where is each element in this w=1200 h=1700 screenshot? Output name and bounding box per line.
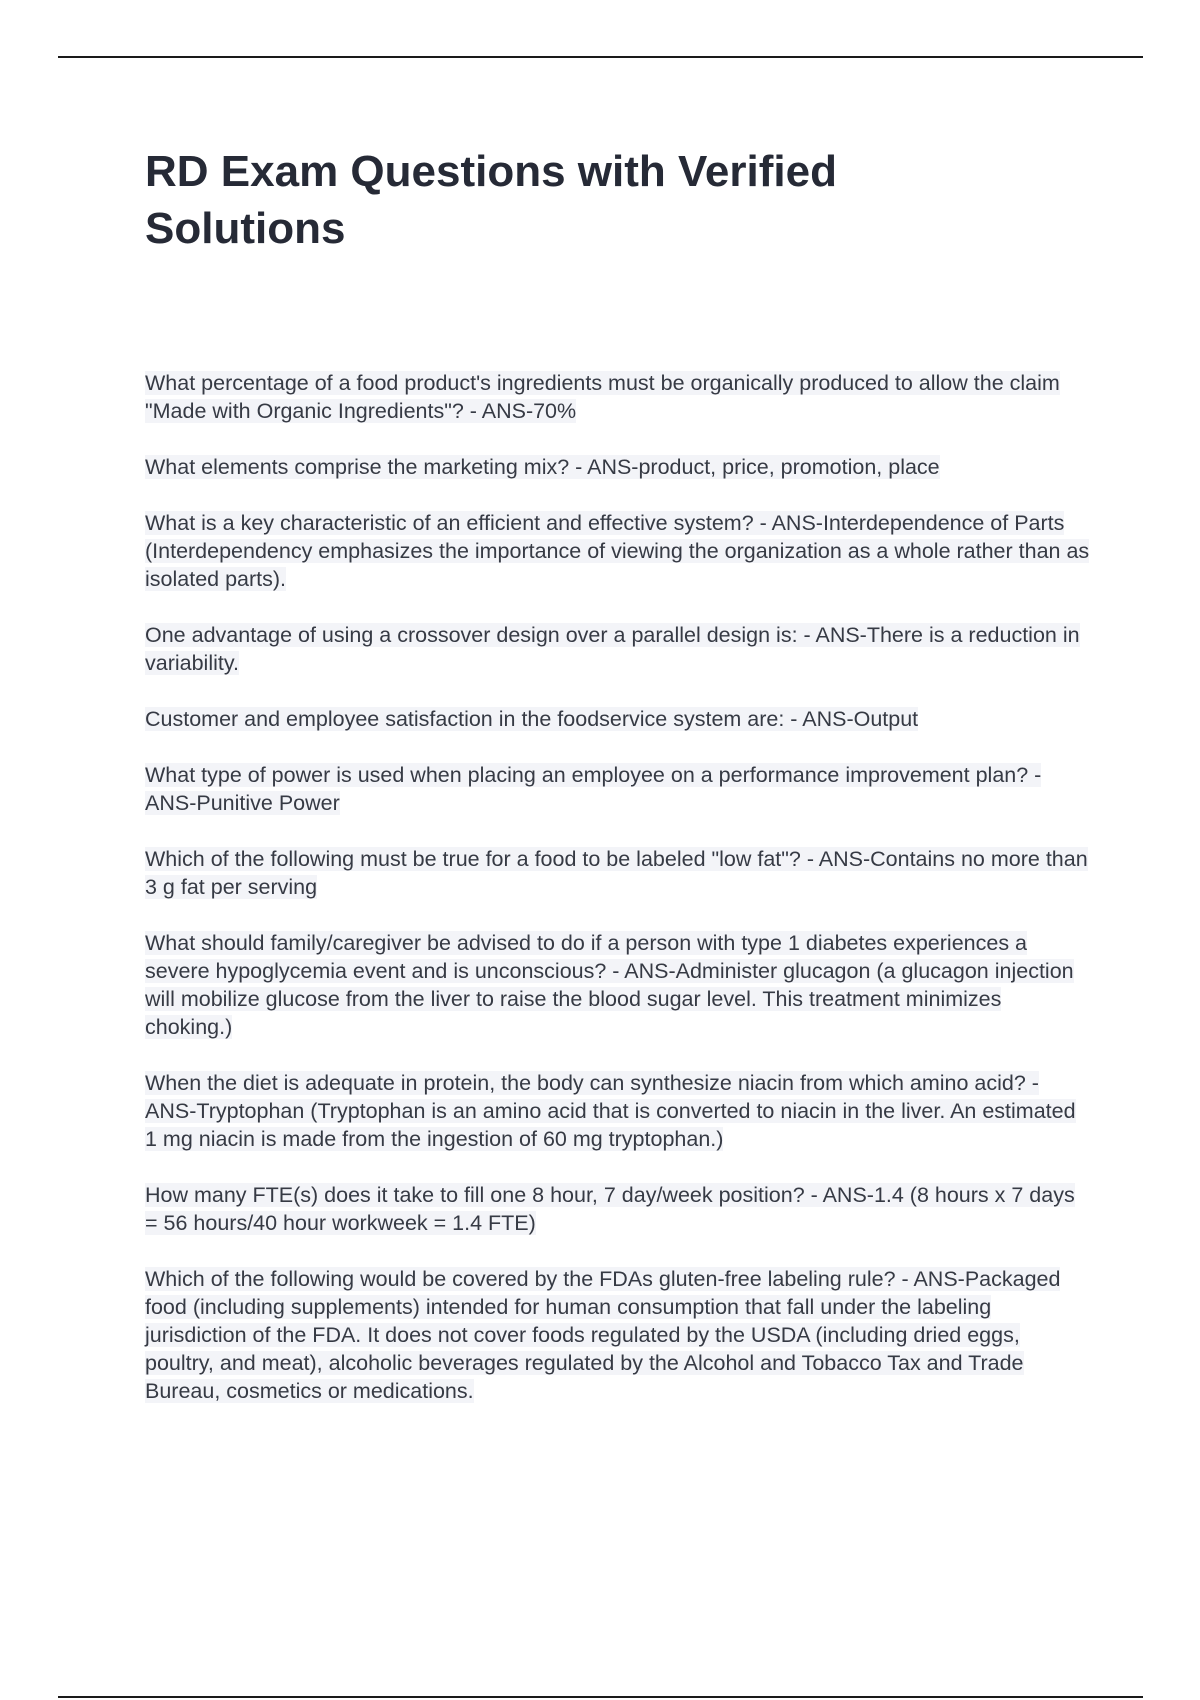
qa-item	[145, 1265, 1090, 1405]
qa-item	[145, 705, 1090, 733]
qa-text: Which of the following would be covered by the FDAs gluten-free labeling rule? - ANS-Packaged food (including supplements) intended for human consumption that fall under the labeling jurisdiction of the FDA. It does not cover foods regulated by the USDA (including dried eggs, poultry, and meat), alcoholic beverages regulated by the Alcohol and Tobacco Tax and Trade Bureau, cosmetics or medications.	[145, 1267, 1061, 1403]
qa-text: What should family/caregiver be advised to do if a person with type 1 diabetes experiences a severe hypoglycemia event and is unconscious? - ANS-Administer glucagon (a glucagon injection will mobilize glucose from the liver to raise the blood sugar level. This treatment minimizes choking.)	[145, 931, 1074, 1039]
qa-item	[145, 453, 1090, 481]
qa-item	[145, 761, 1090, 817]
qa-item	[145, 929, 1090, 1041]
qa-item	[145, 845, 1090, 901]
qa-item	[145, 1181, 1090, 1237]
qa-text: One advantage of using a crossover design over a parallel design is: - ANS-There is a reduction in variability.	[145, 623, 1080, 675]
qa-text: When the diet is adequate in protein, the body can synthesize niacin from which amino acid? - ANS-Tryptophan (Tryptophan is an amino acid that is converted to niacin in the liver. An estimated 1 mg niacin is made from the ingestion of 60 mg tryptophan.)	[145, 1071, 1076, 1151]
question-answer-list	[145, 369, 1090, 1433]
bottom-divider	[58, 1696, 1143, 1698]
qa-text: What type of power is used when placing an employee on a performance improvement plan? - ANS-Punitive Power	[145, 763, 1042, 815]
qa-text: How many FTE(s) does it take to fill one 8 hour, 7 day/week position? - ANS-1.4 (8 hours x 7 days = 56 hours/40 hour workweek = 1.4 FTE)	[145, 1183, 1075, 1235]
qa-text: What elements comprise the marketing mix? - ANS-product, price, promotion, place	[145, 455, 940, 479]
qa-item	[145, 1069, 1090, 1153]
qa-text: Which of the following must be true for a food to be labeled "low fat"? - ANS-Contains no more than 3 g fat per serving	[145, 847, 1088, 899]
top-divider	[58, 56, 1143, 58]
qa-item	[145, 621, 1090, 677]
qa-item	[145, 369, 1090, 425]
qa-text: What percentage of a food product's ingredients must be organically produced to allow the claim "Made with Organic Ingredients"? - ANS-70%	[145, 371, 1060, 423]
qa-item	[145, 509, 1090, 593]
qa-text: Customer and employee satisfaction in the foodservice system are: - ANS-Output	[145, 707, 919, 731]
document-title: RD Exam Questions with Verified Solutions	[145, 147, 837, 253]
qa-text: What is a key characteristic of an efficient and effective system? - ANS-Interdependence of Parts (Interdependency emphasizes the importance of viewing the organization as a whole rather than as isolated parts).	[145, 511, 1090, 591]
